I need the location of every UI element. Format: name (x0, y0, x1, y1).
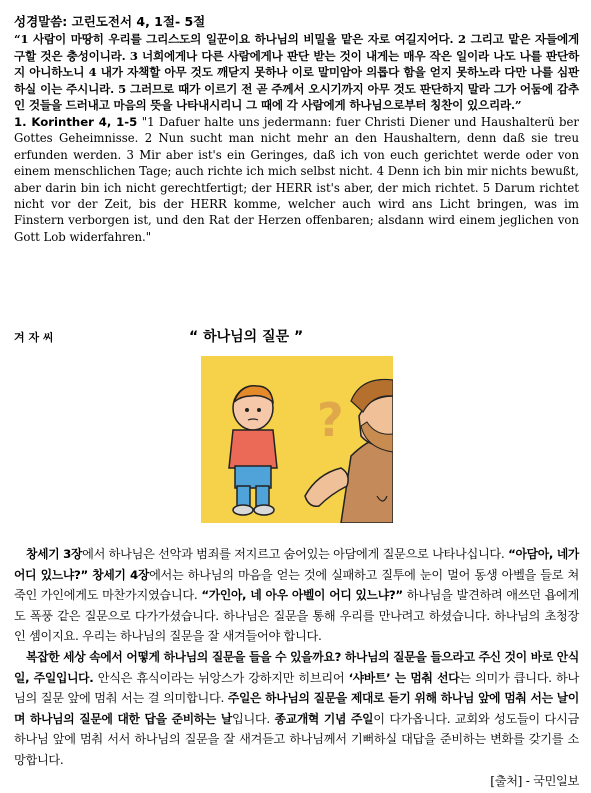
p2-segment-0: 복잡한 세상 속에서 어떻게 하나님의 질문을 들을 수 있을까요? 하나님의 질문을 들으라고 주신 것이 바로 안식일, 주일입니다. (14, 649, 579, 685)
p2-segment-2: ‘샤바트’ 는 멈춰 선다 (348, 670, 460, 685)
p2-segment-4: 주일은 하나님의 질문을 제대로 듣기 위해 하나님 앞에 멈춰 서는 날이며 하나님의 질문에 대한 답을 준비하는 날 (14, 691, 579, 726)
source-credit: [출처] - 국민일보 (490, 773, 579, 788)
sermon-header (14, 326, 579, 346)
p1-segment-4: 창세기 4장 (92, 567, 150, 582)
question-mark-icon: ? (317, 393, 344, 447)
p1-segment-2: “아담아, 네가 어디 있느냐?” (14, 547, 580, 582)
sermon-body (14, 544, 579, 791)
sermon-paragraph-1 (14, 544, 579, 647)
p2-segment-6: 종교개혁 기념 주일 (274, 711, 374, 726)
p1-segment-5: 에서는 하나님의 마음을 얻는 것에 실패하고 질투에 눈이 멀어 동생 아벨을 들로 쳐 죽인 가인에게도 마찬가지였습니다. (14, 567, 579, 603)
p1-segment-0: 창세기 3장 (26, 547, 83, 561)
illustration-image (201, 356, 393, 523)
verse-section (14, 14, 579, 245)
korean-verse-text: “1 사람이 마땅히 우리를 그리스도의 일꾼이요 하나님의 비밀을 맡은 자로 여길지어다. 2 그리고 맡은 자들에게 구할 것은 충성이니라. 3 너희에게나 다른 사람에게나 판단 받는 것이 내게는 매우 작은 일이라 나도 나를 판단하지 아니하노니 4 내가 자책할 아무 것도 깨닫지 못하나 이로 말미암아 의롭다 함을 얻지 못하노라 다만 나를 심판하실 이는 주시니라. 5 그러므로 때가 이르기 전 곧 주께서 오시기까지 아무 것도 판단하지 말라 그가 어둠에 감추인 것들을 드러내고 마음의 뜻을 나타내시리니 그 때에 각 사람에게 하나님으로부터 칭찬이 있으리라.” (14, 32, 579, 113)
german-verse-reference: 1. Korinther 4, 1-5 (14, 114, 138, 129)
german-verse-text (14, 114, 579, 245)
sermon-title: “ 하나님의 질문 ” (189, 329, 304, 345)
sermon-paragraph-2 (14, 647, 579, 771)
p1-segment-7: 하나님을 발견하려 애쓰던 욥에게도 폭풍 같은 질문으로 다가가셨습니다. 하나님은 질문을 통해 우리를 만나려고 하셨습니다. 하나님의 초청장인 셈이지요. 우리는 하나님의 질문을 잘 새겨들어야 합니다. (14, 588, 579, 644)
column-name: 겨 자 씨 (14, 331, 54, 344)
p1-segment-1: 에서 하나님은 선악과 범죄를 저지르고 숨어있는 아담에게 질문으로 나타나십니다. (82, 547, 509, 561)
p2-segment-5: 입니다. (231, 711, 275, 726)
sermon-illustration (201, 356, 393, 523)
p1-segment-6: “가인아, 네 아우 아벨이 어디 있느냐?” (201, 588, 403, 603)
p2-segment-1: 안식은 휴식이라는 뉘앙스가 강하지만 히브리어 (93, 670, 349, 685)
p2-segment-7: 이 다가옵니다. 교회와 성도들이 다시금 하나님 앞에 멈춰 서서 하나님의 질문을 잘 새겨듣고 하나님께서 기뻐하실 대답을 준비하는 변화를 갖기를 소망합니다. (14, 711, 579, 767)
german-verse-body: "1 Dafuer halte uns jedermann: fuer Christi Diener und Haushalterü ber Gottes Geheimnisse. 2 Nun sucht man nicht mehr an den Haushaltern, denn daß sie treu erfunden werden. 3 Mir aber ist's ein Geringes, daß ich von euch gerichtet werde oder von einem menschlichen Tage; auch richte ich mich selbst nicht. 4 Denn ich bin mir nichts bewußt, aber darin bin ich nicht gerechtfertigt; der HERR ist's aber, der mich richtet. 5 Darum richtet nicht vor der Zeit, bis der HERR komme, welcher auch wird ans Licht bringen, was im Finstern verborgen ist, und den Rat der Herzen offenbaren; alsdann wird einem jeglichen von Gott Lob widerfahren." (14, 114, 579, 244)
verse-title: 성경말씀: 고린도전서 4, 1절- 5절 (14, 14, 206, 29)
p2-segment-3: 는 의미가 큽니다. 하나님의 질문 앞에 멈춰 서는 걸 의미합니다. (14, 670, 579, 706)
